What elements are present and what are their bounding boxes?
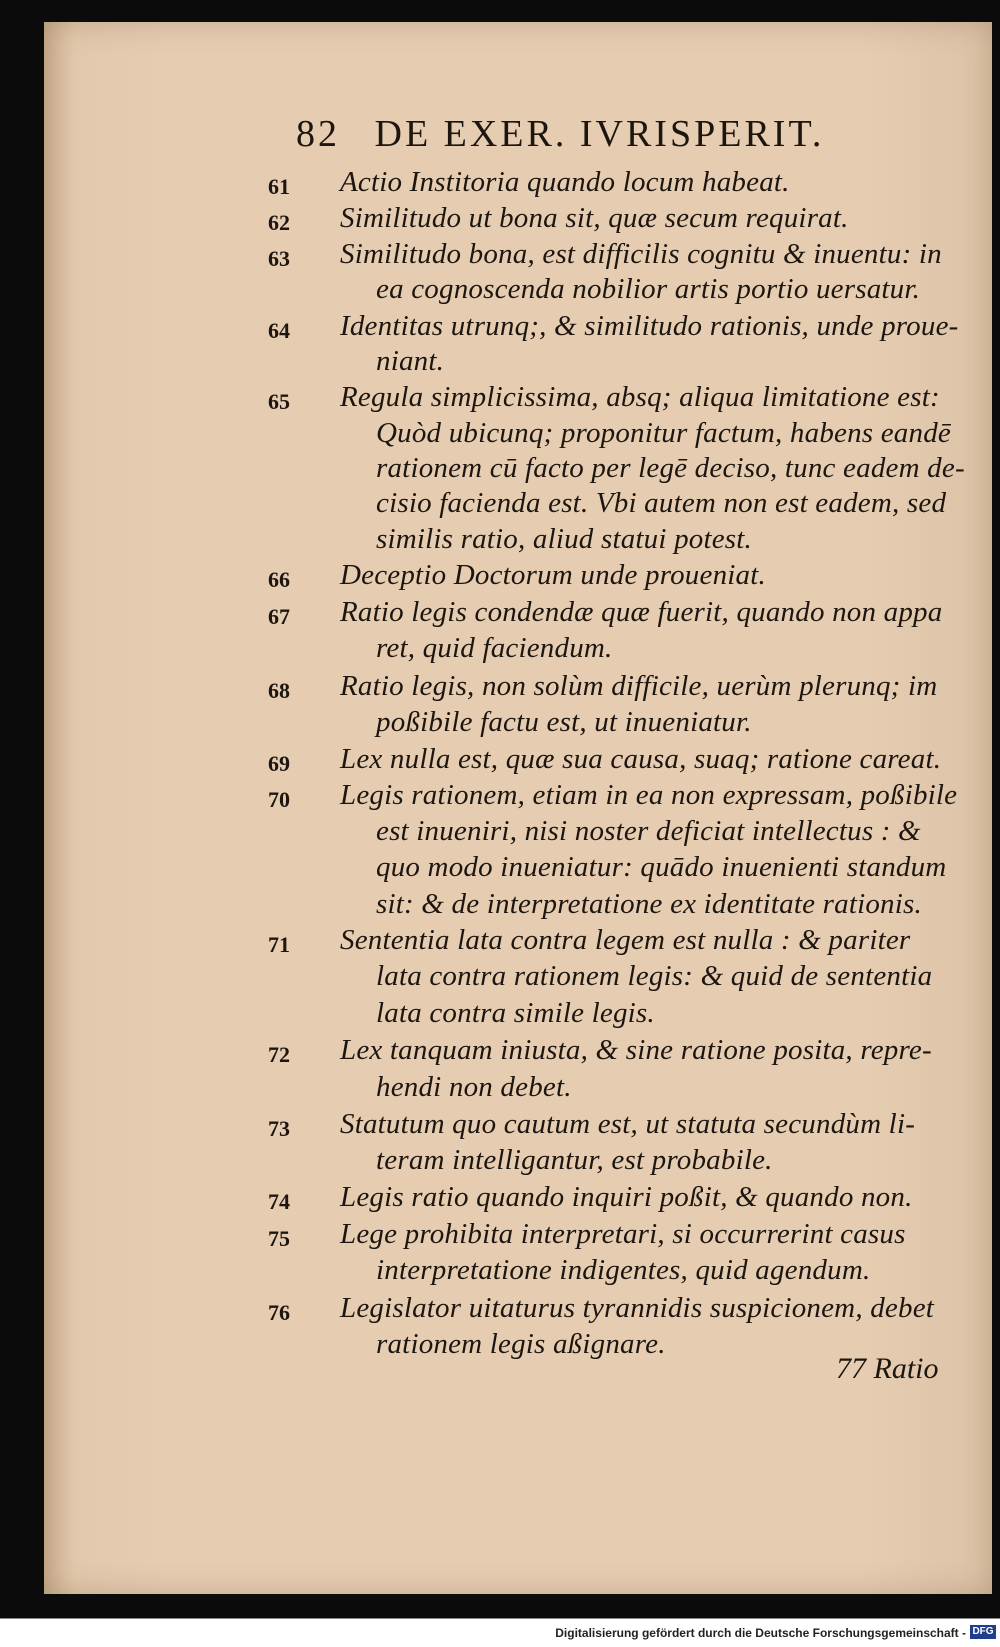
entry-number: 65 [268,389,290,414]
entry-line: Identitas utrunq;, & similitudo rationis, unde proue- [340,310,959,342]
entry-line: ret, quid faciendum. [376,632,613,664]
entry-number: 61 [268,174,290,199]
entry-line: Regula simplicissima, absq; aliqua limitatione est: [340,381,940,413]
entry-line: Legis ratio quando inquiri poßit, & quando non. [340,1181,913,1213]
entry-number: 68 [268,678,290,703]
entry-line: Legislator uitaturus tyrannidis suspicionem, debet [340,1292,935,1324]
entry-number: 72 [268,1042,290,1067]
entry-line: Similitudo bona, est difficilis cognitu & inuentu: in [340,238,942,270]
entry-line: Ratio legis, non solùm difficile, uerùm plerunq; im [340,670,938,702]
entry-number: 74 [268,1189,290,1214]
entry-number: 76 [268,1300,290,1325]
entry-line: sit: & de interpretatione ex identitate rationis. [376,888,922,920]
running-header [296,112,936,156]
dfg-logo: DFG [970,1625,996,1639]
entry-line: lata contra rationem legis: & quid de sententia [376,960,933,992]
entry-line: Lex tanquam iniusta, & sine ratione posita, repre- [340,1034,932,1066]
entry-line: Lege prohibita interpretari, si occurrerint casus [340,1218,906,1250]
entry-number: 63 [268,246,290,271]
entry-number: 73 [268,1116,290,1141]
entry-line: Similitudo ut bona sit, quæ secum requirat. [340,202,849,234]
entry-number: 67 [268,604,290,629]
entry-number: 69 [268,751,290,776]
catchword: 77 Ratio [836,1352,939,1385]
entry-line: similis ratio, aliud statui potest. [376,523,752,555]
entry-number: 64 [268,318,290,343]
page-number: 82 [296,113,340,155]
entry-line: rationem cū facto per legē deciso, tunc eadem de- [376,452,965,484]
entry-line: hendi non debet. [376,1071,572,1103]
entry-line: quo modo inueniatur: quādo inuenienti standum [376,851,947,883]
entry-line: est inueniri, nisi noster deficiat intellectus : & [376,815,921,847]
entry-line: Statutum quo cautum est, ut statuta secundùm li- [340,1108,916,1140]
entry-line: Sententia lata contra legem est nulla : & pariter [340,924,911,956]
entry-line: teram intelligantur, est probabile. [376,1144,773,1176]
entry-line: Ratio legis condendæ quæ fuerit, quando non appa [340,596,943,628]
entry-line: cisio facienda est. Vbi autem non est eadem, sed [376,487,947,519]
entry-line: ea cognoscenda nobilior artis portio uersatur. [376,273,921,305]
entry-number: 70 [268,787,290,812]
entry-line: Lex nulla est, quæ sua causa, suaq; ratione careat. [340,743,942,775]
entry-number: 75 [268,1226,290,1251]
entry-line: Legis rationem, etiam in ea non expressam, poßibile [340,779,958,811]
entry-line: rationem legis aßignare. [376,1328,666,1360]
entry-line: Deceptio Doctorum unde proueniat. [340,559,766,591]
entry-line: Actio Institoria quando locum habeat. [340,166,790,198]
funding-notice: Digitalisierung gefördert durch die Deutsche Forschungsgemeinschaft - [555,1626,966,1640]
entry-line: Quòd ubicunq; proponitur factum, habens eandē [376,417,951,449]
entry-number: 71 [268,932,290,957]
running-head-title: DE EXER. IVRISPERIT. [374,113,825,155]
entry-line: lata contra simile legis. [376,997,655,1029]
entry-line: interpretatione indigentes, quid agendum. [376,1254,871,1286]
entry-line: poßibile factu est, ut inueniatur. [376,706,752,738]
footer-bar [0,1618,1000,1647]
entry-line: niant. [376,345,445,377]
entry-number: 66 [268,567,290,592]
entry-number: 62 [268,210,290,235]
